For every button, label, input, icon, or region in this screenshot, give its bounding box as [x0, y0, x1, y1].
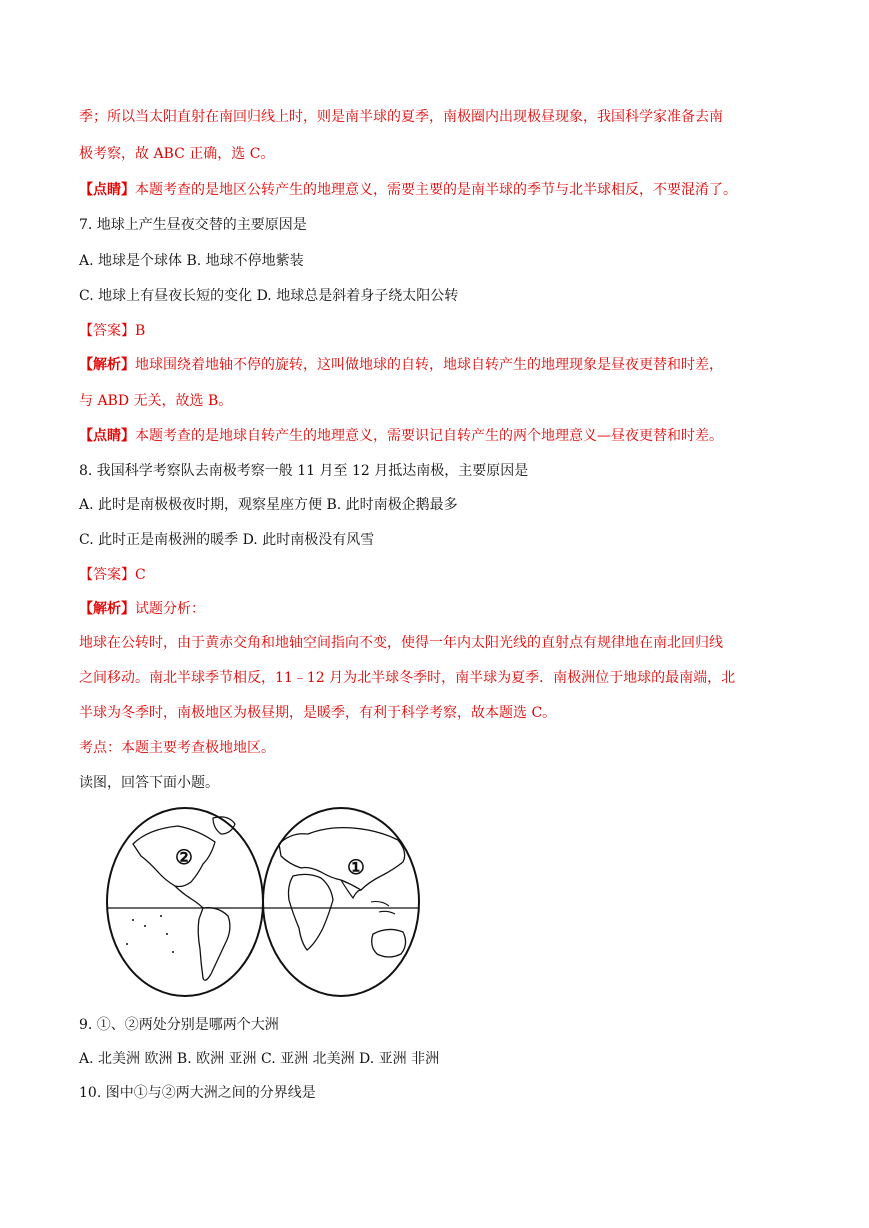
text-line: 极考察，故 ABC 正确，选 C。: [79, 146, 275, 162]
q8-options-ab: A. 此时是南极极夜时期，观察星座方便 B. 此时南极企鹅最多: [79, 497, 458, 513]
map-label-2: ②: [175, 845, 193, 869]
q8-analysis-head: [79, 599, 205, 619]
australia-outline: [372, 929, 406, 957]
analysis-head-text: 试题分析：: [135, 601, 205, 617]
world-hemispheres-map-icon: [103, 804, 423, 1000]
q8-answer: 【答案】C: [79, 567, 146, 583]
read-prompt: 读图，回答下面小题。: [79, 775, 219, 791]
africa-outline: [289, 874, 334, 950]
western-hemisphere: [107, 808, 263, 996]
q7-analysis-1: [79, 355, 723, 375]
south-america-outline: [198, 908, 230, 981]
tip-text: 本题考查的是地区公转产生的地理意义，需要主要的是南半球的季节与北半球相反，不要混淆了。: [135, 182, 737, 198]
text-line: 季；所以当太阳直射在南回归线上时，则是南半球的夏季，南极圈内出现极昼现象，我国科学家准备去南: [79, 109, 723, 125]
tip-tag: 【点睛】: [79, 428, 135, 444]
question-7: 7. 地球上产生昼夜交替的主要原因是: [79, 217, 307, 233]
q9-options: A. 北美洲 欧洲 B. 欧洲 亚洲 C. 亚洲 北美洲 D. 亚洲 非洲: [79, 1051, 440, 1067]
q8-analysis-1: 地球在公转时，由于黄赤交角和地轴空间指向不变，使得一年内太阳光线的直射点有规律地在南北回归线: [79, 635, 723, 651]
analysis-tag: 【解析】: [79, 601, 135, 617]
eastern-hemisphere: [263, 808, 419, 996]
tip-text: 本题考查的是地球自转产生的地理意义，需要识记自转产生的两个地理意义—昼夜更替和时差。: [135, 428, 723, 444]
q7-options-cd: C. 地球上有昼夜长短的变化 D. 地球总是斜着身子绕太阳公转: [79, 288, 459, 304]
north-america-outline: [133, 826, 215, 887]
q8-analysis-3: 半球为冬季时，南极地区为极昼期，是暖季，有利于科学考察，故本题选 C。: [79, 705, 557, 721]
q7-tip: [79, 426, 723, 446]
analysis-text: 地球围绕着地轴不停的旋转，这叫做地球的自转，地球自转产生的地理现象是昼夜更替和时差，: [135, 357, 723, 373]
q8-options-cd: C. 此时正是南极洲的暖季 D. 此时南极没有风雪: [79, 532, 375, 548]
question-9: 9. ①、②两处分别是哪两个大洲: [79, 1017, 279, 1033]
map-label-1: ①: [347, 855, 365, 879]
analysis-tag: 【解析】: [79, 357, 135, 373]
q8-kaodian: 考点：本题主要考查极地地区。: [79, 740, 275, 756]
tip-line: [79, 180, 737, 200]
question-10: 10. 图中①与②两大洲之间的分界线是: [79, 1085, 316, 1101]
q7-answer: 【答案】B: [79, 323, 146, 339]
question-8: 8. 我国科学考察队去南极考察一般 11 月至 12 月抵达南极，主要原因是: [79, 463, 529, 479]
q7-options-ab: A. 地球是个球体 B. 地球不停地紫装: [79, 253, 304, 269]
q8-analysis-2: 之间移动。南北半球季节相反，11﹣12 月为北半球冬季时，南半球为夏季．南极洲位于地球的最南端，北: [79, 670, 736, 686]
q7-analysis-2: 与 ABD 无关，故选 B。: [79, 393, 233, 409]
world-map-figure: [103, 804, 423, 1000]
tip-tag: 【点睛】: [79, 182, 135, 198]
